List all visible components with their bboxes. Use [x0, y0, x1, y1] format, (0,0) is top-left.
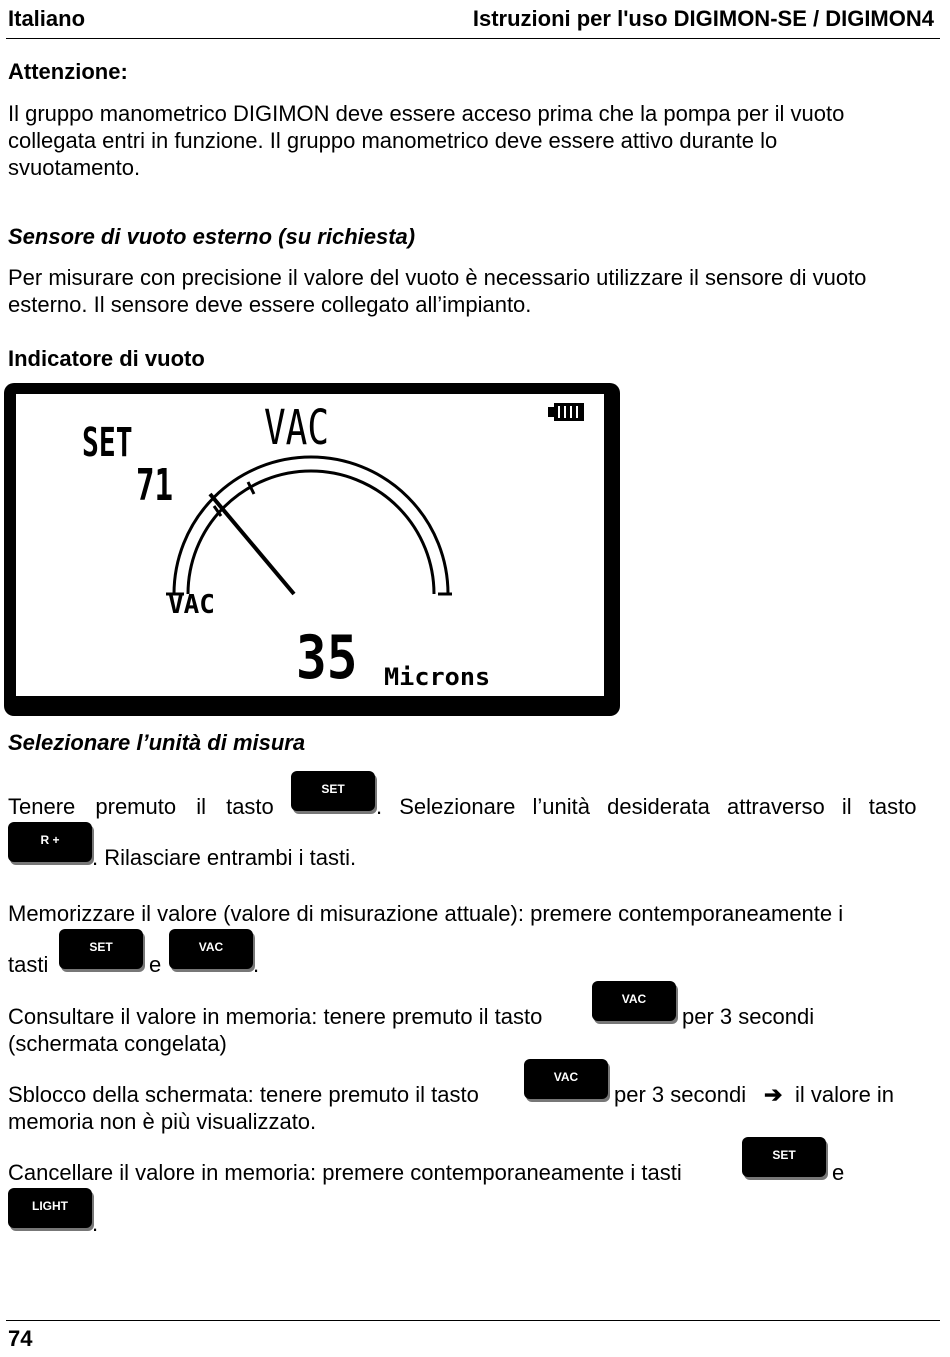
external-sensor-heading: Sensore di vuoto esterno (su richiesta)	[8, 224, 416, 249]
header-language: Italiano	[8, 6, 86, 31]
display-screen	[16, 394, 604, 696]
memorize-text-c: .	[253, 952, 260, 977]
unlock-text-3: il valore in	[795, 1082, 895, 1107]
attention-line-1: Il gruppo manometrico DIGIMON deve essere acceso prima che la pompa per il vuoto	[8, 101, 845, 126]
header-divider	[6, 38, 940, 39]
arrow-right-icon: ➔	[764, 1082, 783, 1107]
vac-key-icon: VAC	[524, 1059, 608, 1099]
cancel-text-2: e	[832, 1160, 845, 1185]
display-set-label: SET	[82, 420, 133, 466]
unlock-text-1: Sblocco della schermata: tenere premuto il tasto	[8, 1082, 479, 1107]
consult-line-2: (schermata congelata)	[8, 1031, 227, 1056]
set-key-icon: SET	[59, 929, 143, 969]
unit-select-heading: Selezionare l’unità di misura	[8, 730, 306, 755]
attention-line-2: collegata entri in funzione. Il gruppo manometrico deve essere attivo durante lo	[8, 128, 778, 153]
header-title: Istruzioni per l'uso DIGIMON-SE / DIGIMON4	[472, 6, 934, 31]
cancel-text-1: Cancellare il valore in memoria: premere contemporaneamente i tasti	[8, 1160, 682, 1185]
unit-select-text-1: Tenere premuto il tasto	[8, 794, 274, 819]
vacuum-display	[4, 383, 620, 716]
consult-text-2: per 3 secondi	[682, 1004, 815, 1029]
unlock-line-2: memoria non è più visualizzato.	[8, 1109, 317, 1134]
display-unit: Microns	[384, 663, 491, 691]
memorize-text-a: tasti	[8, 952, 49, 977]
memorize-line-1: Memorizzare il valore (valore di misurazione attuale): premere contemporaneamente i	[8, 901, 844, 926]
unlock-text-2: per 3 secondi	[614, 1082, 747, 1107]
external-sensor-line-2: esterno. Il sensore deve essere collegato all’impianto.	[8, 292, 532, 317]
battery-icon	[548, 403, 584, 421]
set-key-icon: SET	[742, 1137, 826, 1177]
set-key-icon: SET	[291, 771, 375, 811]
r-plus-key-icon: R +	[8, 822, 92, 862]
display-reading: 35	[296, 623, 358, 693]
unit-select-text-2: . Selezionare l’unità desiderata attraverso il tasto	[376, 794, 917, 819]
vac-key-icon: VAC	[169, 929, 253, 969]
gauge-outer-arc	[174, 457, 448, 594]
cancel-text-3: .	[92, 1211, 99, 1236]
external-sensor-line-1: Per misurare con precisione il valore del vuoto è necessario utilizzare il sensore di vuoto	[8, 265, 867, 290]
vac-key-icon: VAC	[592, 981, 676, 1021]
gauge-needle	[210, 494, 294, 594]
indicator-heading: Indicatore di vuoto	[8, 346, 205, 371]
display-mode-label: VAC	[264, 400, 330, 456]
gauge-inner-arc	[188, 471, 434, 594]
page-number: 74	[8, 1326, 33, 1351]
light-key-icon: LIGHT	[8, 1188, 92, 1228]
unit-select-text-3: . Rilasciare entrambi i tasti.	[92, 845, 357, 870]
attention-heading: Attenzione:	[8, 59, 128, 84]
display-gauge-label: VAC	[168, 590, 215, 620]
display-set-value: 71	[136, 460, 174, 511]
memorize-text-b: e	[149, 952, 162, 977]
footer-divider	[6, 1320, 940, 1321]
consult-text-1: Consultare il valore in memoria: tenere premuto il tasto	[8, 1004, 543, 1029]
attention-line-3: svuotamento.	[8, 155, 141, 180]
